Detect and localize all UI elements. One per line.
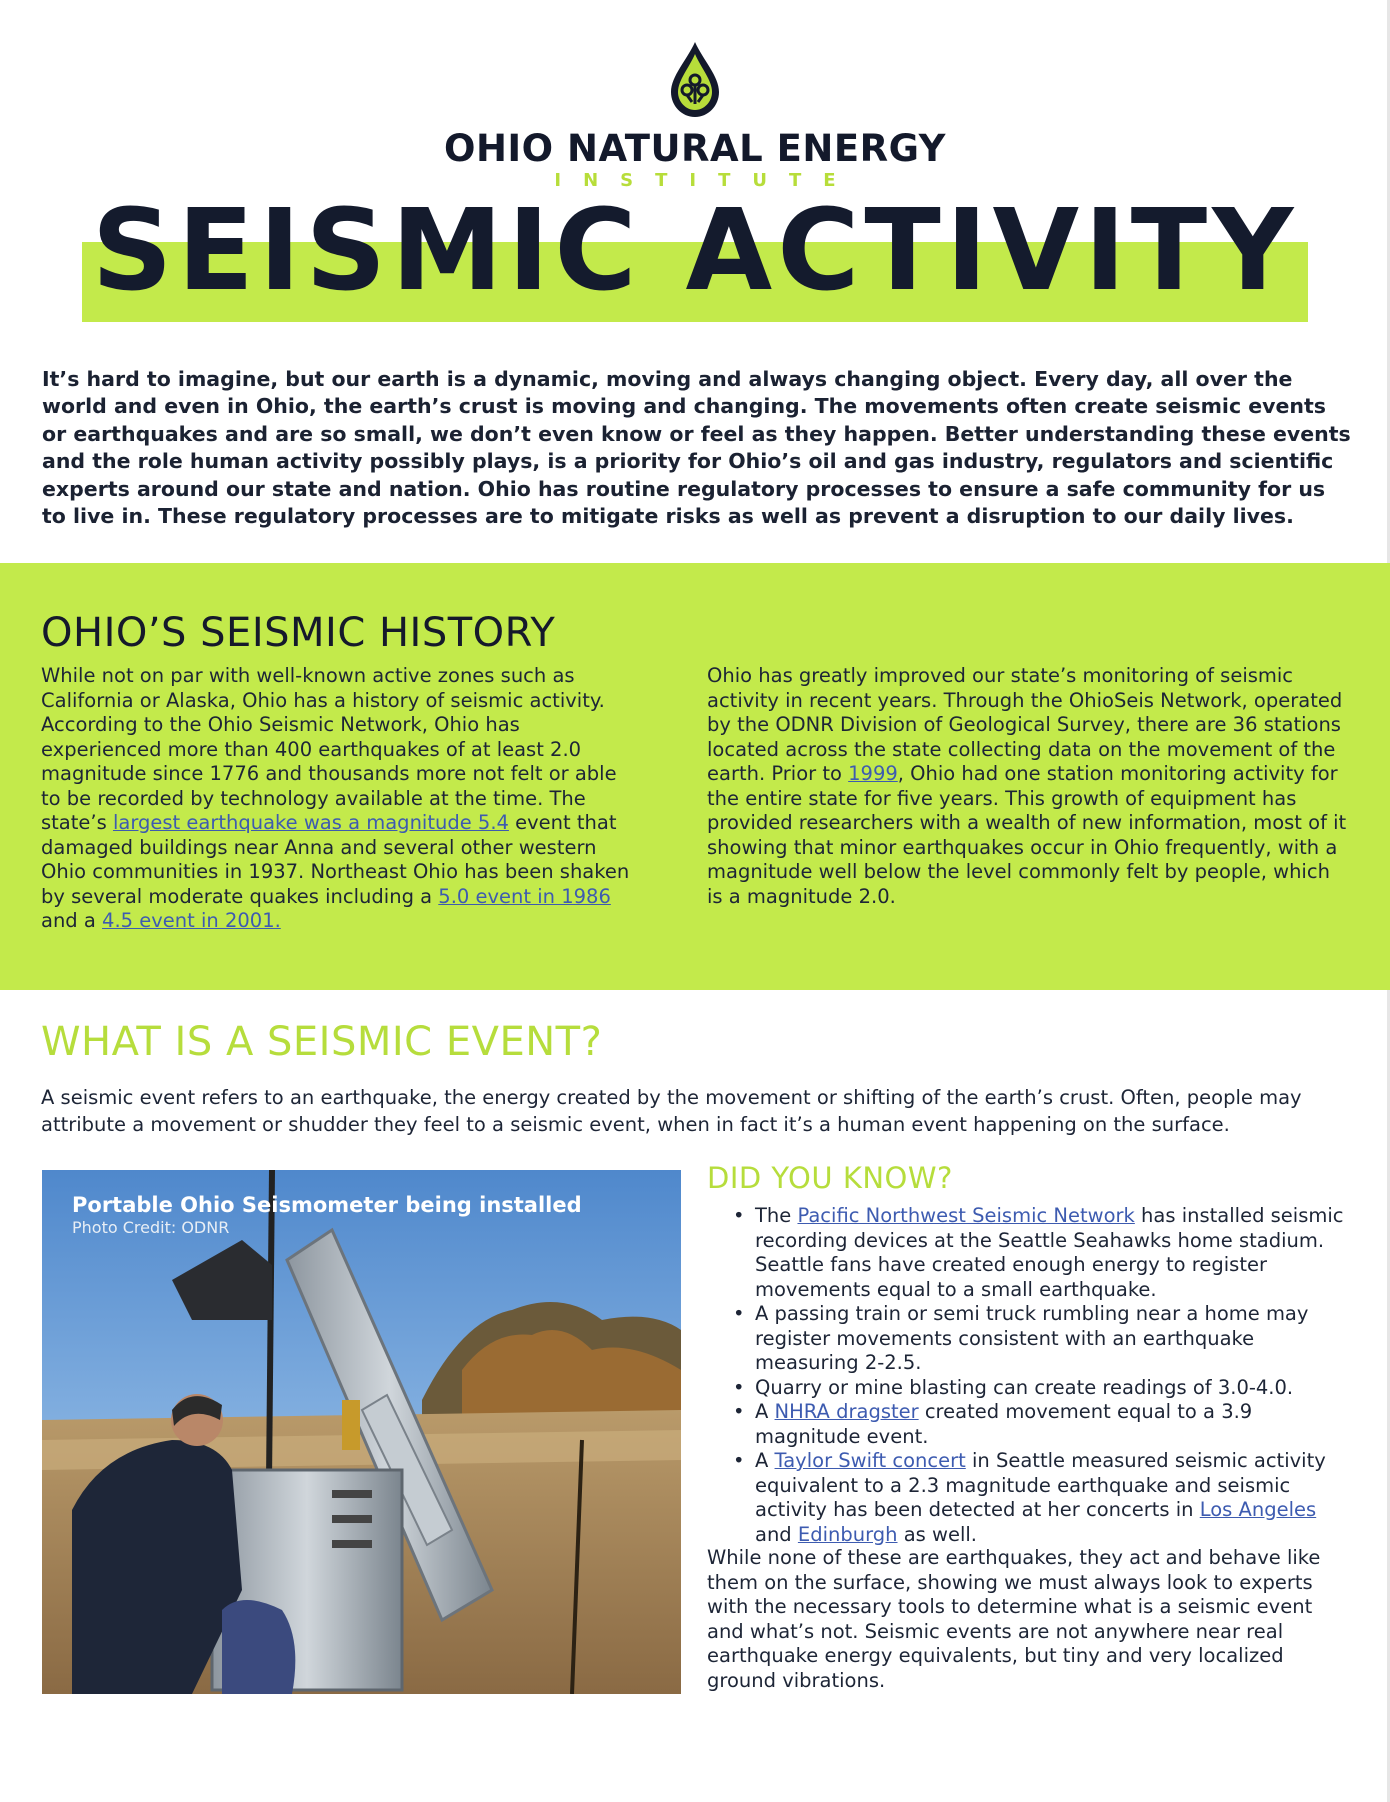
- logo-name: OHIO NATURAL ENERGY: [444, 127, 946, 170]
- fact-1-text-b: has installed seismic recording devices at the Seattle Seahawks home stadium. Seattle fans have created enough energy to register movements equal to a small earthquake.: [755, 1204, 1344, 1301]
- history-right-column: [707, 664, 1347, 909]
- logo-subtitle: INSTITUTE: [554, 170, 858, 191]
- fact-5-text-c: and: [755, 1522, 798, 1546]
- logo: [0, 40, 1390, 192]
- fact-2-text: A passing train or semi truck rumbling near a home may register movements consistent with an earthquake measuring 2-2.5.: [755, 1302, 1309, 1374]
- history-left-text-2: event that damaged buildings near Anna and several other western Ohio communities in 1937. Northeast Ohio has been shaken by several moderate quakes including a: [41, 811, 630, 908]
- fact-4-text-a: A: [755, 1400, 775, 1423]
- event-1986-link[interactable]: 5.0 event in 1986: [438, 884, 611, 908]
- list-item: [733, 1449, 1353, 1547]
- seismometer-photo: [42, 1170, 681, 1694]
- largest-earthquake-link[interactable]: largest earthquake was a magnitude 5.4: [112, 811, 509, 834]
- fact-5-text-a: A: [755, 1449, 775, 1472]
- taylor-swift-concert-link[interactable]: Taylor Swift concert: [774, 1449, 966, 1472]
- history-left-text-3: and a: [41, 909, 103, 932]
- fact-4-text-b: created movement equal to a 3.9 magnitude event.: [755, 1400, 1253, 1448]
- history-left-text-1: While not on par with well-known active zones such as California or Alaska, Ohio has a history of seismic activity. According to the Ohio Seismic Network, Ohio has experienced more than 400 earthquakes of at least 2.0 magnitude since 1776 and thousands more not felt or able to be recorded by technology available at the time. The state’s: [41, 664, 617, 834]
- los-angeles-link[interactable]: Los Angeles: [1199, 1498, 1317, 1521]
- event-2001-link[interactable]: 4.5 event in 2001.: [102, 909, 281, 932]
- photo-caption-title: Portable Ohio Seismometer being installed: [72, 1193, 582, 1217]
- history-left-column: [41, 664, 641, 934]
- did-you-know-heading: DID YOU KNOW?: [707, 1161, 953, 1195]
- droplet-logo-icon: [665, 40, 725, 120]
- list-item: [733, 1376, 1353, 1401]
- did-you-know-list: [733, 1204, 1353, 1547]
- photo-caption: [72, 1192, 582, 1238]
- closing-paragraph: While none of these are earthquakes, they act and behave like them on the surface, showing we must always look to experts with the necessary tools to determine what is a seismic event and what’s not. Seismic events are not anywhere near real earthquake energy equivalents, but tiny and very localized ground vibrations.: [707, 1546, 1321, 1692]
- fact-5-text-b: in Seattle measured seismic activity equivalent to a 2.3 magnitude earthquake and seismic activity has been detected at her concerts in: [755, 1449, 1326, 1521]
- page-title: SEISMIC ACTIVITY: [91, 186, 1299, 316]
- fact-3-text: Quarry or mine blasting can create readings of 3.0-4.0.: [755, 1375, 1294, 1399]
- history-right-text-1: Ohio has greatly improved our state’s monitoring of seismic activity in recent years. Through the OhioSeis Network, operated by the ODNR Division of Geological Survey, there are 36 stations located across the state collecting data on the movement of the earth. Prior to: [707, 664, 1343, 785]
- pnsn-link[interactable]: Pacific Northwest Seismic Network: [797, 1204, 1135, 1227]
- list-item: [733, 1302, 1353, 1376]
- photo-credit: Photo Credit: ODNR: [72, 1218, 230, 1237]
- list-item: [733, 1400, 1353, 1449]
- fact-1-text-a: The: [755, 1204, 798, 1227]
- intro-paragraph: It’s hard to imagine, but our earth is a dynamic, moving and always changing object. Every day, all over the world and even in Ohio, the earth’s crust is moving and changing. The movements often create seismic events or earthquakes and are so small, we don’t even know or feel as they happen. Better understanding these events and the role human activity possibly plays, is a priority for Ohio’s oil and gas industry, regulators and scientific experts around our state and nation. Ohio has routine regulatory processes to ensure a safe community for us to live in. These regulatory processes are to mitigate risks as well as prevent a disruption to our daily lives.: [42, 367, 1351, 529]
- history-right-text-2: , Ohio had one station monitoring activity for the entire state for five years. This growth of equipment has provided researchers with a wealth of new information, most of it showing that minor earthquakes occur in Ohio frequently, with a magnitude well below the level commonly felt by people, which is a magnitude 2.0.: [707, 762, 1347, 908]
- year-1999-link[interactable]: 1999: [848, 762, 898, 785]
- nhra-dragster-link[interactable]: NHRA dragster: [774, 1400, 919, 1423]
- history-heading: OHIO’S SEISMIC HISTORY: [41, 610, 556, 656]
- edinburgh-link[interactable]: Edinburgh: [797, 1522, 898, 1546]
- photo-illustration: [42, 1170, 681, 1694]
- seismic-event-text: A seismic event refers to an earthquake, the energy created by the movement or shifting of the earth’s crust. Often, people may attribute a movement or shudder they feel to a seismic event, when in fact it’s a human event happening on the surface.: [41, 1086, 1302, 1136]
- fact-5-text-d: as well.: [897, 1522, 978, 1546]
- list-item: [733, 1204, 1353, 1302]
- seismic-event-heading: WHAT IS A SEISMIC EVENT?: [41, 1019, 603, 1065]
